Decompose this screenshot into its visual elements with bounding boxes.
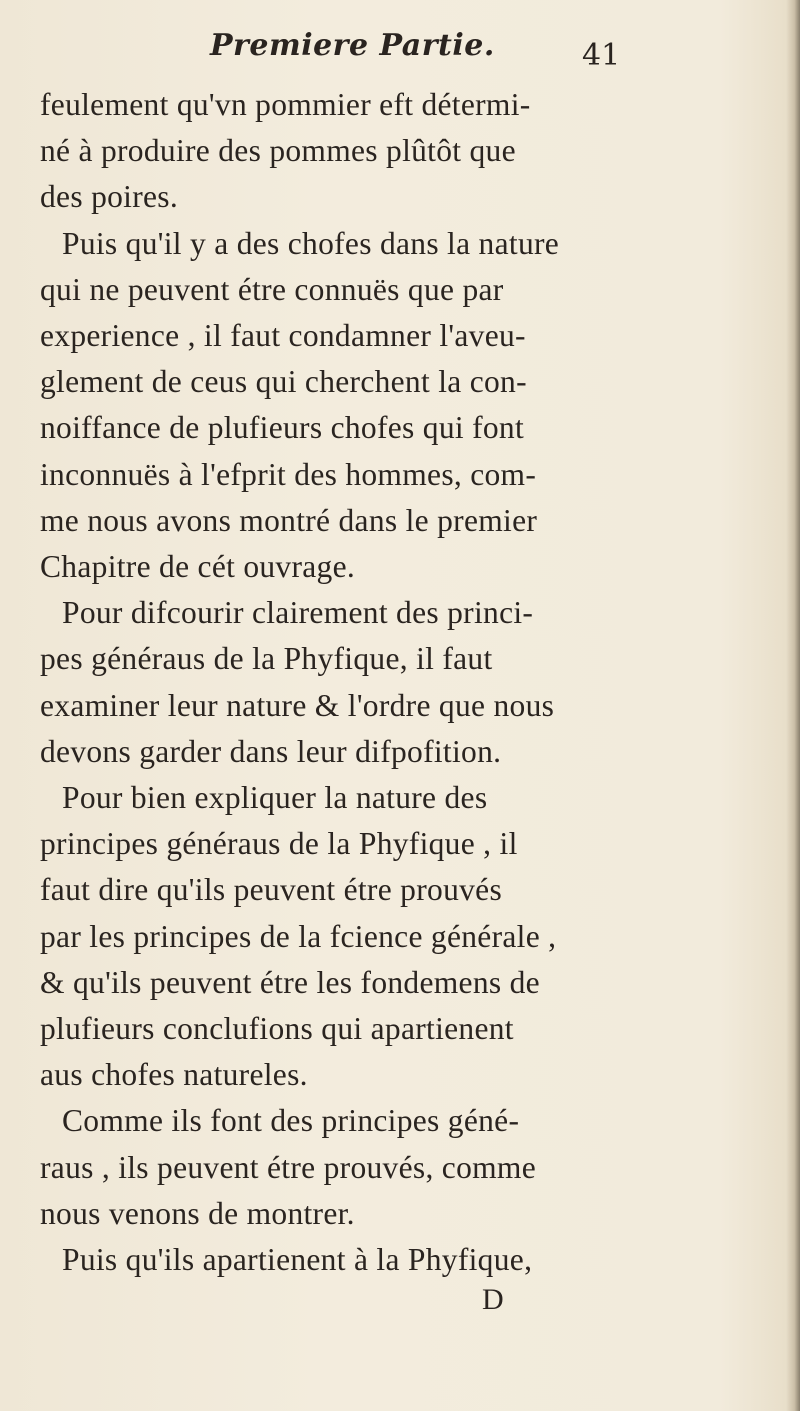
text-line: examiner leur nature & l'ordre que nous xyxy=(40,687,555,723)
text-line: faut dire qu'ils peuvent étre prouvés xyxy=(40,872,503,908)
text-line: par les principes de la fcience générale , xyxy=(40,918,557,954)
text-line: glement de ceus qui cherchent la con- xyxy=(40,364,527,400)
text-line: inconnuës à l'efprit des hommes, com- xyxy=(40,456,537,492)
text-line: me nous avons montré dans le premier xyxy=(40,502,538,538)
text-line: Pour bien expliquer la nature des xyxy=(62,780,488,816)
page-number: 41 xyxy=(582,38,621,73)
text-line: noiffance de plufieurs chofes qui font xyxy=(40,410,525,446)
page-edge-shadow xyxy=(786,0,800,1411)
page-header xyxy=(0,28,800,78)
text-line: Comme ils font des principes géné- xyxy=(62,1103,520,1139)
text-line: devons garder dans leur difpofition. xyxy=(40,733,502,769)
text-line: Puis qu'ils apartienent à la Phyfique, xyxy=(62,1242,533,1278)
text-line: Chapitre de cét ouvrage. xyxy=(40,549,356,585)
text-line: Pour difcourir clairement des princi- xyxy=(62,595,534,631)
text-line: & qu'ils peuvent étre les fondemens de xyxy=(40,964,540,1000)
text-line: nous venons de montrer. xyxy=(40,1195,355,1231)
signature-mark: D xyxy=(482,1283,504,1316)
text-line: experience , il faut condamner l'aveu- xyxy=(40,318,526,354)
body-text xyxy=(40,82,680,1283)
text-line: aus chofes natureles. xyxy=(40,1057,308,1093)
text-line: plufieurs conclufions qui apartienent xyxy=(40,1011,514,1047)
text-line: Puis qu'il y a des chofes dans la nature xyxy=(62,225,560,261)
running-title: Premiere Partie. xyxy=(210,28,495,63)
text-line: feulement qu'vn pommier eft détermi- xyxy=(40,87,531,122)
text-line: des poires. xyxy=(40,179,179,215)
text-line: principes généraus de la Phyfique , il xyxy=(40,826,518,862)
text-line: né à produire des pommes plûtôt que xyxy=(40,133,516,169)
text-line: qui ne peuvent étre connuës que par xyxy=(40,271,504,307)
text-line: pes généraus de la Phyfique, il faut xyxy=(40,641,493,677)
text-line: raus , ils peuvent étre prouvés, comme xyxy=(40,1149,537,1185)
